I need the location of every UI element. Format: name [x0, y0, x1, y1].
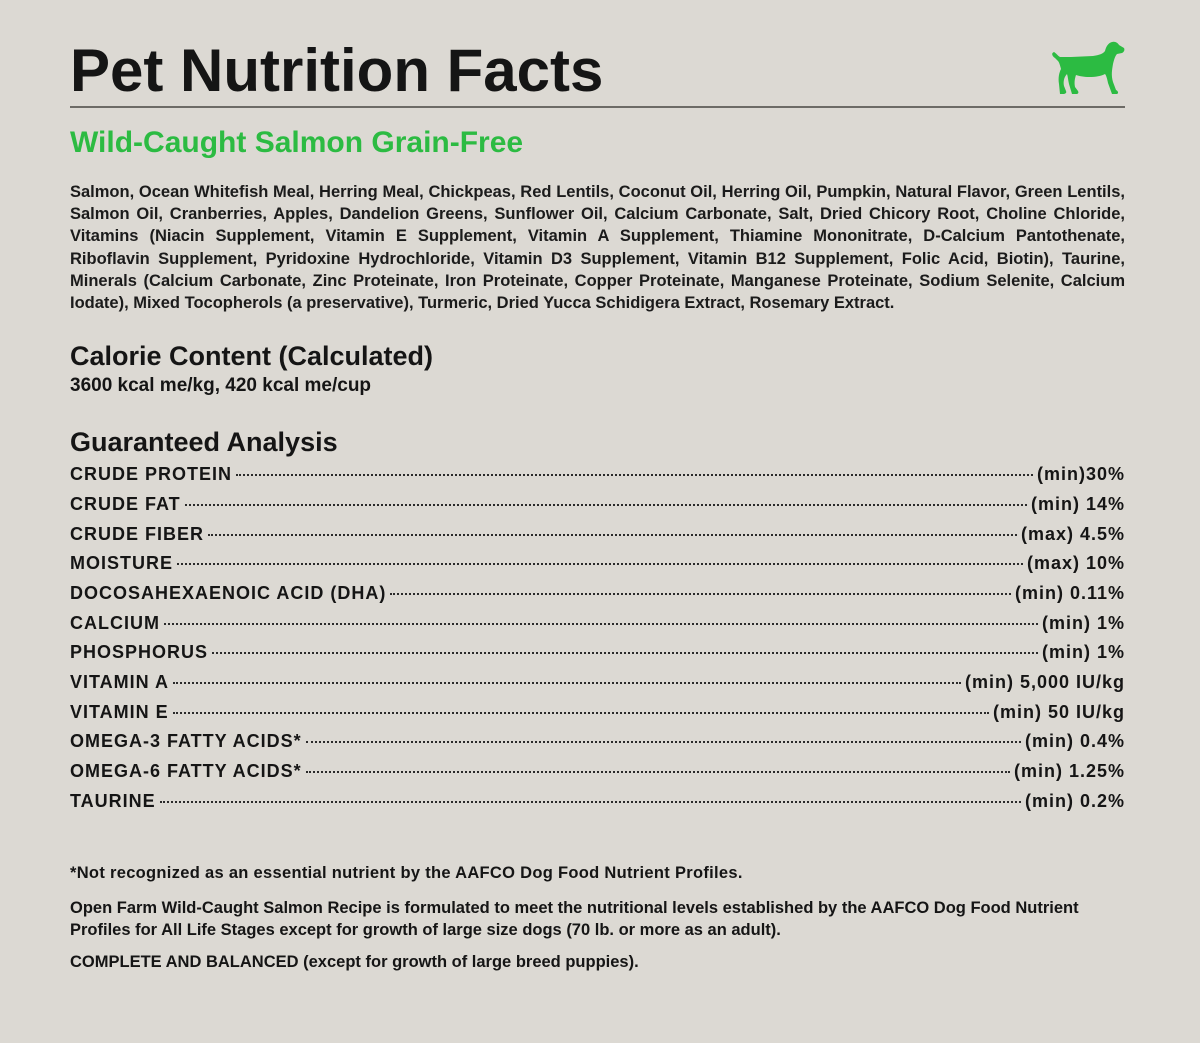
nutrient-value: (min) 0.2%	[1024, 790, 1125, 811]
nutrient-value: (min)30%	[1036, 464, 1125, 485]
dog-icon	[1051, 40, 1125, 96]
nutrient-label: MOISTURE	[70, 553, 174, 574]
guaranteed-analysis-heading: Guaranteed Analysis	[70, 427, 338, 458]
analysis-row	[70, 613, 1125, 643]
analysis-row	[70, 494, 1125, 524]
analysis-row	[70, 791, 1125, 821]
aafco-footnote: *Not recognized as an essential nutrient by the AAFCO Dog Food Nutrient Profiles.	[70, 864, 743, 883]
analysis-row	[70, 672, 1125, 702]
nutrition-panel	[70, 36, 1125, 973]
nutrient-label: DOCOSAHEXAENOIC ACID (DHA)	[70, 582, 387, 603]
nutrient-value: (max) 10%	[1026, 553, 1125, 574]
nutrient-value: (min) 5,000 IU/kg	[964, 672, 1125, 693]
title-row	[70, 36, 1125, 108]
dot-leader	[173, 712, 989, 714]
nutrient-value: (min) 0.11%	[1014, 582, 1125, 603]
dot-leader	[177, 563, 1023, 565]
nutrient-label: CRUDE FIBER	[70, 523, 205, 544]
nutrient-label: VITAMIN A	[70, 672, 169, 693]
dot-leader	[390, 593, 1011, 595]
dot-leader	[164, 623, 1038, 625]
nutrient-label: OMEGA-6 FATTY ACIDS*	[70, 761, 302, 782]
analysis-table	[70, 464, 1125, 820]
dot-leader	[160, 801, 1021, 803]
nutrient-label: CALCIUM	[70, 612, 160, 633]
analysis-row	[70, 464, 1125, 494]
nutrient-label: PHOSPHORUS	[70, 642, 209, 663]
analysis-row	[70, 702, 1125, 732]
dot-leader	[306, 741, 1021, 743]
nutrient-value: (max) 4.5%	[1020, 523, 1125, 544]
dot-leader	[236, 474, 1033, 476]
nutrient-value: (min) 50 IU/kg	[992, 701, 1125, 722]
nutrient-label: CRUDE PROTEIN	[70, 464, 233, 485]
nutrient-label: OMEGA-3 FATTY ACIDS*	[70, 731, 302, 752]
dot-leader	[306, 771, 1010, 773]
analysis-row	[70, 642, 1125, 672]
analysis-row	[70, 524, 1125, 554]
dot-leader	[212, 652, 1038, 654]
product-name: Wild-Caught Salmon Grain-Free	[70, 126, 524, 159]
calorie-heading: Calorie Content (Calculated)	[70, 341, 434, 372]
nutrient-value: (min) 1%	[1041, 642, 1125, 663]
dot-leader	[208, 534, 1017, 536]
complete-balanced-claim: COMPLETE AND BALANCED (except for growth of large breed puppies).	[70, 953, 639, 972]
nutrient-label: VITAMIN E	[70, 701, 169, 722]
nutrient-label: TAURINE	[70, 790, 156, 811]
nutrient-value: (min) 0.4%	[1024, 731, 1125, 752]
nutrient-value: (min) 1%	[1041, 612, 1125, 633]
calorie-value: 3600 kcal me/kg, 420 kcal me/cup	[70, 375, 372, 397]
nutrient-value: (min) 14%	[1030, 493, 1125, 514]
analysis-row	[70, 731, 1125, 761]
analysis-row	[70, 761, 1125, 791]
dot-leader	[185, 504, 1027, 506]
ingredients-list: Salmon, Ocean Whitefish Meal, Herring Meal, Chickpeas, Red Lentils, Coconut Oil, Herring Oil, Pumpkin, Natural Flavor, Green Lentils, Salmon Oil, Cranberries, Apples, Dandelion Greens, Sunflower Oil, Calcium Carbonate, Salt, Dried Chicory Root, Choline Chloride, Vitamins (Niacin Supplement, Vitamin E Supplement, Vitamin A Supplement, Thiamine Mononitrate, D-Calcium Pantothenate, Riboflavin Supplement, Pyridoxine Hydrochloride, Vitamin D3 Supplement, Vitamin B12 Supplement, Folic Acid, Biotin), Taurine, Minerals (Calcium Carbonate, Zinc Proteinate, Iron Proteinate, Copper Proteinate, Manganese Proteinate, Sodium Selenite, Calcium Iodate), Mixed Tocopherols (a preservative), Turmeric, Dried Yucca Schidigera Extract, Rosemary Extract.	[70, 183, 1125, 313]
analysis-row	[70, 553, 1125, 583]
page-title: Pet Nutrition Facts	[70, 37, 604, 104]
aafco-statement: Open Farm Wild-Caught Salmon Recipe is formulated to meet the nutritional levels established by the AAFCO Dog Food Nutrient Profiles for All Life Stages except for growth of large size dogs (70 lb. or more as an adult).	[70, 899, 1079, 940]
analysis-row	[70, 583, 1125, 613]
nutrient-label: CRUDE FAT	[70, 493, 181, 514]
nutrient-value: (min) 1.25%	[1013, 761, 1125, 782]
dot-leader	[173, 682, 961, 684]
